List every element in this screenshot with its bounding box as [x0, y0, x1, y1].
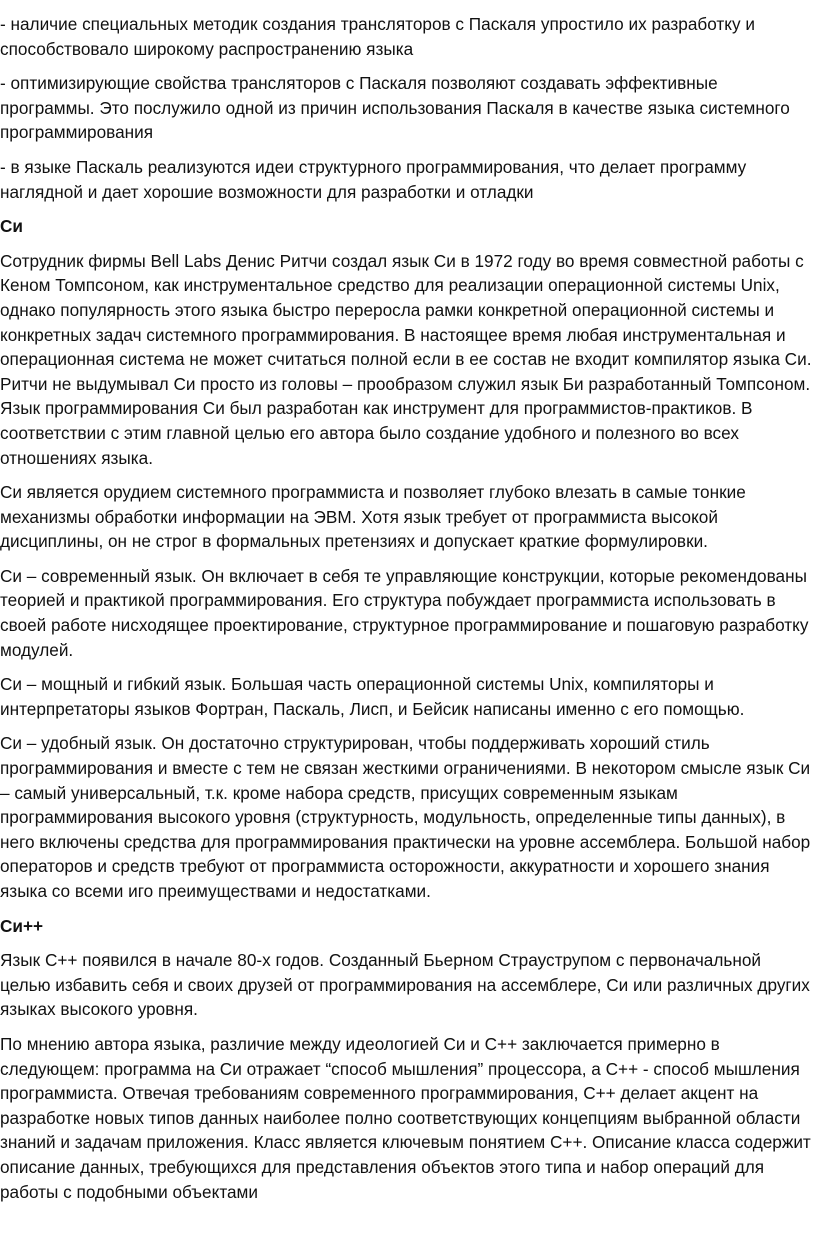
- paragraph-pascal-structured: - в языке Паскаль реализуются идеи структурного программирования, что делает программу наглядной и дает хорошие возможности для разработки и отладки: [0, 156, 747, 202]
- paragraph-pascal-optimization: - оптимизирующие свойства трансляторов с Паскаля позволяют создавать эффективные программы. Это послужило одной из причин использования Паскаля в качестве языка системного программирования: [0, 73, 790, 143]
- section-heading-c: Си: [0, 216, 23, 237]
- paragraph-c-history: Сотрудник фирмы Bell Labs Денис Ритчи создал язык Си в 1972 году во время совместной работы с Кеном Томпсоном, как инструментальное средство для реализации операционной системы Unix, однако популярность этого языка быстро переросла рамки конкретной операционной системы и конкретных задач системного программирования. В настоящее время любая инструментальная и операционная система не может считаться полной если в ее состав не входит компилятор языка Си. Ритчи не выдумывал Си просто из головы – прообразом служил язык Би разработанный Томпсоном. Язык программирования Си был разработан как инструмент для программистов-практиков. В соответствии с этим главной целью его автора было создание удобного и полезного во всех отношениях языка.: [0, 250, 812, 468]
- paragraph-pascal-methods: - наличие специальных методик создания трансляторов с Паскаля упростило их разработку и способствовало широкому распространению языка: [0, 14, 755, 59]
- paragraph-c-powerful: Си – мощный и гибкий язык. Большая часть операционной системы Unix, компиляторы и интерпретаторы языков Фортран, Паскаль, Лисп, и Бейсик написаны именно с его помощью.: [0, 674, 745, 719]
- section-heading-cpp: Си++: [0, 915, 44, 936]
- paragraph-cpp-origin: Язык С++ появился в начале 80-х годов. Созданный Бьерном Страуструпом с первоначальной целью избавить себя и своих друзей от программирования на ассемблере, Си или различных других языках высокого уровня.: [0, 950, 810, 1020]
- paragraph-cpp-ideology: По мнению автора языка, различие между идеологией Си и С++ заключается примерно в следующем: программа на Си отражает “способ мышления” процессора, а С++ - способ мышления программиста. Отвечая требованиям современного программирования, С++ делает акцент на разработке новых типов данных наиболее полно соответствующих концепциям выбранной области знаний и задачам приложения. Класс является ключевым понятием С++. Описание класса содержит описание данных, требующихся для представления объектов этого типа и набор операций для работы с подобными объектами: [0, 1033, 811, 1202]
- paragraph-c-modern: Си – современный язык. Он включает в себя те управляющие конструкции, которые рекомендованы теорией и практикой программирования. Его структура побуждает программиста использовать в своей работе нисходящее проектирование, структурное программирование и пошаговую разработку модулей.: [0, 565, 809, 660]
- paragraph-c-convenient: Си – удобный язык. Он достаточно структурирован, чтобы поддерживать хороший стиль программирования и вместе с тем не связан жесткими ограничениями. В некотором смысле язык Си – самый универсальный, т.к. кроме набора средств, присущих современным языкам программирования высокого уровня (структурность, модульность, определенные типы данных), в него включены средства для программирования практически на уровне ассемблера. Большой набор операторов и средств требуют от программиста осторожности, аккуратности и хорошего знания языка со всеми иго преимуществами и недостатками.: [0, 733, 811, 901]
- paragraph-c-system-tool: Си является орудием системного программиста и позволяет глубоко влезать в самые тонкие механизмы обработки информации на ЭВМ. Хотя язык требует от программиста высокой дисциплины, он не строг в формальных претензиях и допускает краткие формулировки.: [0, 482, 746, 552]
